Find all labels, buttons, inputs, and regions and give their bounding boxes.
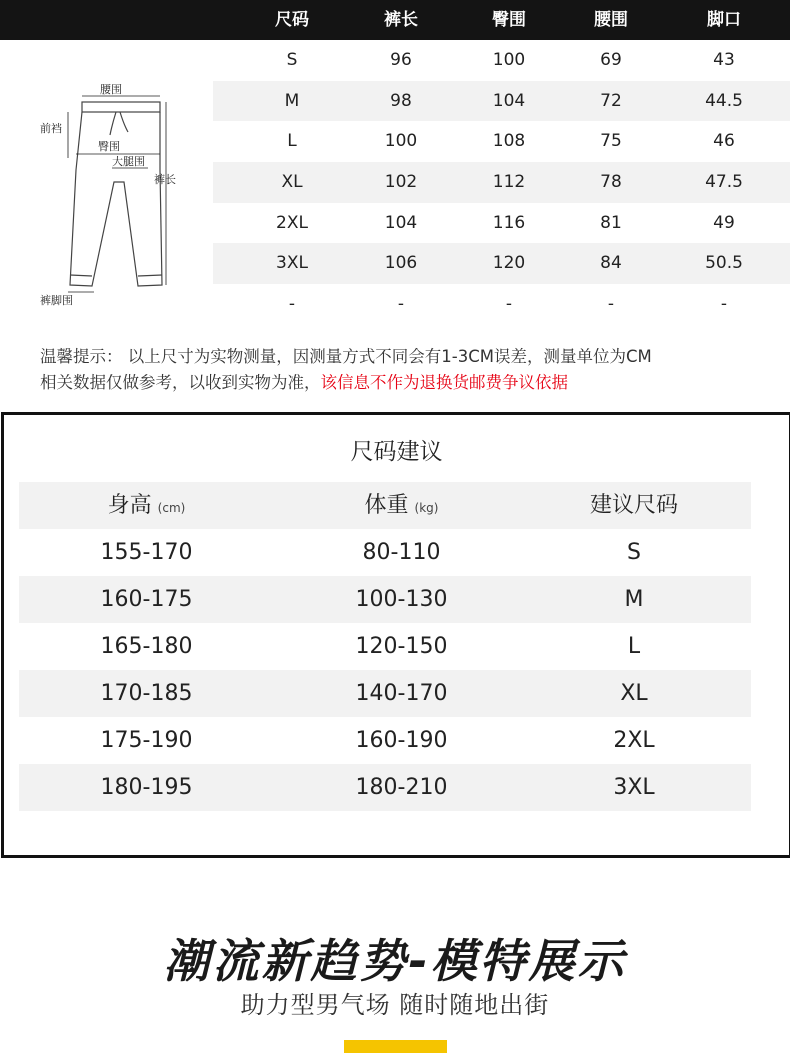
- promo-subtitle: 助力型男气场 随时随地出街: [240, 991, 550, 1019]
- table-row: [213, 81, 790, 122]
- cell-size: 3XL: [276, 253, 308, 274]
- cell-height: 155-170: [100, 540, 193, 565]
- cell-hip: 116: [492, 212, 526, 233]
- header-waist: 腰围: [594, 10, 628, 30]
- header-weight-label: 体重: [364, 493, 409, 518]
- cell-length: 98: [390, 90, 412, 111]
- promo-title: 潮流新趋势-模特展示: [163, 934, 627, 988]
- pants-drawstring: [110, 112, 128, 135]
- cell-size: S: [286, 50, 298, 70]
- cell-size: L: [287, 131, 297, 152]
- measure-table: [213, 40, 790, 325]
- diagram-label-hem: 裤脚围: [40, 294, 73, 307]
- suggestion-table: [19, 482, 751, 811]
- cell-size: -: [288, 294, 296, 315]
- cell-size: 2XL: [276, 212, 308, 233]
- diagram-label-hip: 臀围: [98, 140, 120, 153]
- table-row: [19, 623, 751, 670]
- cell-weight: 140-170: [355, 681, 448, 706]
- cell-hip: 104: [492, 90, 526, 111]
- cell-size: S: [627, 540, 641, 565]
- cell-size: M: [624, 587, 644, 612]
- table-row: [213, 284, 790, 325]
- suggestion-title: 尺码建议: [350, 439, 443, 465]
- size-suggestion-box: [1, 412, 790, 858]
- cell-size: L: [627, 634, 641, 659]
- cell-length: 106: [384, 253, 418, 274]
- cell-waist: 72: [600, 90, 622, 111]
- cell-waist: 75: [600, 131, 622, 152]
- cell-hem: 43: [713, 50, 735, 70]
- table-row: [213, 40, 790, 81]
- cell-hem: 47.5: [705, 172, 743, 193]
- diagram-label-length: 裤长: [154, 173, 176, 186]
- cell-height: 180-195: [100, 775, 193, 800]
- cell-waist: -: [607, 294, 615, 315]
- header-weight-unit: (kg): [414, 501, 439, 515]
- cell-hem: 46: [713, 131, 735, 152]
- header-suggested-size: 建议尺码: [589, 493, 678, 518]
- measure-table-header: [0, 0, 790, 40]
- cell-size: 3XL: [613, 775, 655, 800]
- measurement-notes: [40, 344, 780, 396]
- header-height: [19, 482, 274, 529]
- cell-length: 100: [384, 131, 418, 152]
- cell-hip: 120: [492, 253, 526, 274]
- cell-waist: 84: [600, 253, 622, 274]
- pants-outline: [70, 112, 162, 286]
- table-row: [213, 121, 790, 162]
- diagram-label-thigh: 大腿围: [112, 155, 145, 168]
- cell-hem: 49: [713, 212, 735, 233]
- note-line-1: 温馨提示： 以上尺寸为实物测量，因测量方式不同会有1-3CM误差，测量单位为CM: [40, 347, 652, 366]
- suggestion-header-row: [19, 482, 751, 529]
- table-row: [19, 717, 751, 764]
- header-hip: 臀围: [492, 10, 526, 30]
- cell-hip: 108: [492, 131, 526, 152]
- cell-hem: 50.5: [705, 253, 743, 274]
- cell-hip: 100: [492, 50, 526, 70]
- cell-size: M: [284, 90, 300, 111]
- table-row: [19, 576, 751, 623]
- promo-accent-bar: [344, 1040, 447, 1053]
- table-row: [213, 162, 790, 203]
- header-length: 裤长: [384, 10, 418, 30]
- diagram-label-waist: 腰围: [100, 83, 122, 96]
- table-row: [213, 203, 790, 244]
- cell-hip: 112: [492, 172, 526, 193]
- pants-waistband: [82, 102, 160, 112]
- cell-weight: 80-110: [362, 540, 441, 565]
- cell-size: XL: [620, 681, 648, 706]
- cell-length: -: [397, 294, 405, 315]
- cell-hem: 44.5: [705, 90, 743, 111]
- cell-waist: 81: [600, 212, 622, 233]
- cell-height: 170-185: [100, 681, 193, 706]
- note-warning: 该信息不作为退换货邮费争议依据: [320, 373, 568, 392]
- cell-weight: 160-190: [355, 728, 448, 753]
- cell-waist: 69: [600, 50, 622, 70]
- cell-weight: 120-150: [355, 634, 448, 659]
- note-line-2: [40, 370, 780, 396]
- header-size: 尺码: [275, 10, 309, 30]
- cell-waist: 78: [600, 172, 622, 193]
- cell-height: 160-175: [100, 587, 193, 612]
- header-weight: [274, 482, 529, 529]
- table-row: [19, 764, 751, 811]
- pants-diagram: [30, 70, 200, 320]
- cell-hip: -: [505, 294, 513, 315]
- table-row: [19, 670, 751, 717]
- cell-hem: -: [720, 294, 728, 315]
- table-row: [213, 243, 790, 284]
- cell-length: 96: [390, 50, 412, 70]
- header-height-label: 身高: [107, 493, 152, 518]
- cell-weight: 100-130: [355, 587, 448, 612]
- cell-weight: 180-210: [355, 775, 448, 800]
- header-height-unit: (cm): [157, 501, 186, 515]
- cell-size: XL: [281, 172, 303, 193]
- table-row: [19, 529, 751, 576]
- cell-size: 2XL: [613, 728, 655, 753]
- cell-height: 175-190: [100, 728, 193, 753]
- diagram-label-front-rise: 前裆: [40, 122, 62, 135]
- cell-height: 165-180: [100, 634, 193, 659]
- cell-length: 102: [384, 172, 418, 193]
- note-line-2-normal: 相关数据仅做参考，以收到实物为准，: [40, 373, 321, 392]
- header-hem: 脚口: [707, 10, 741, 30]
- cell-length: 104: [384, 212, 418, 233]
